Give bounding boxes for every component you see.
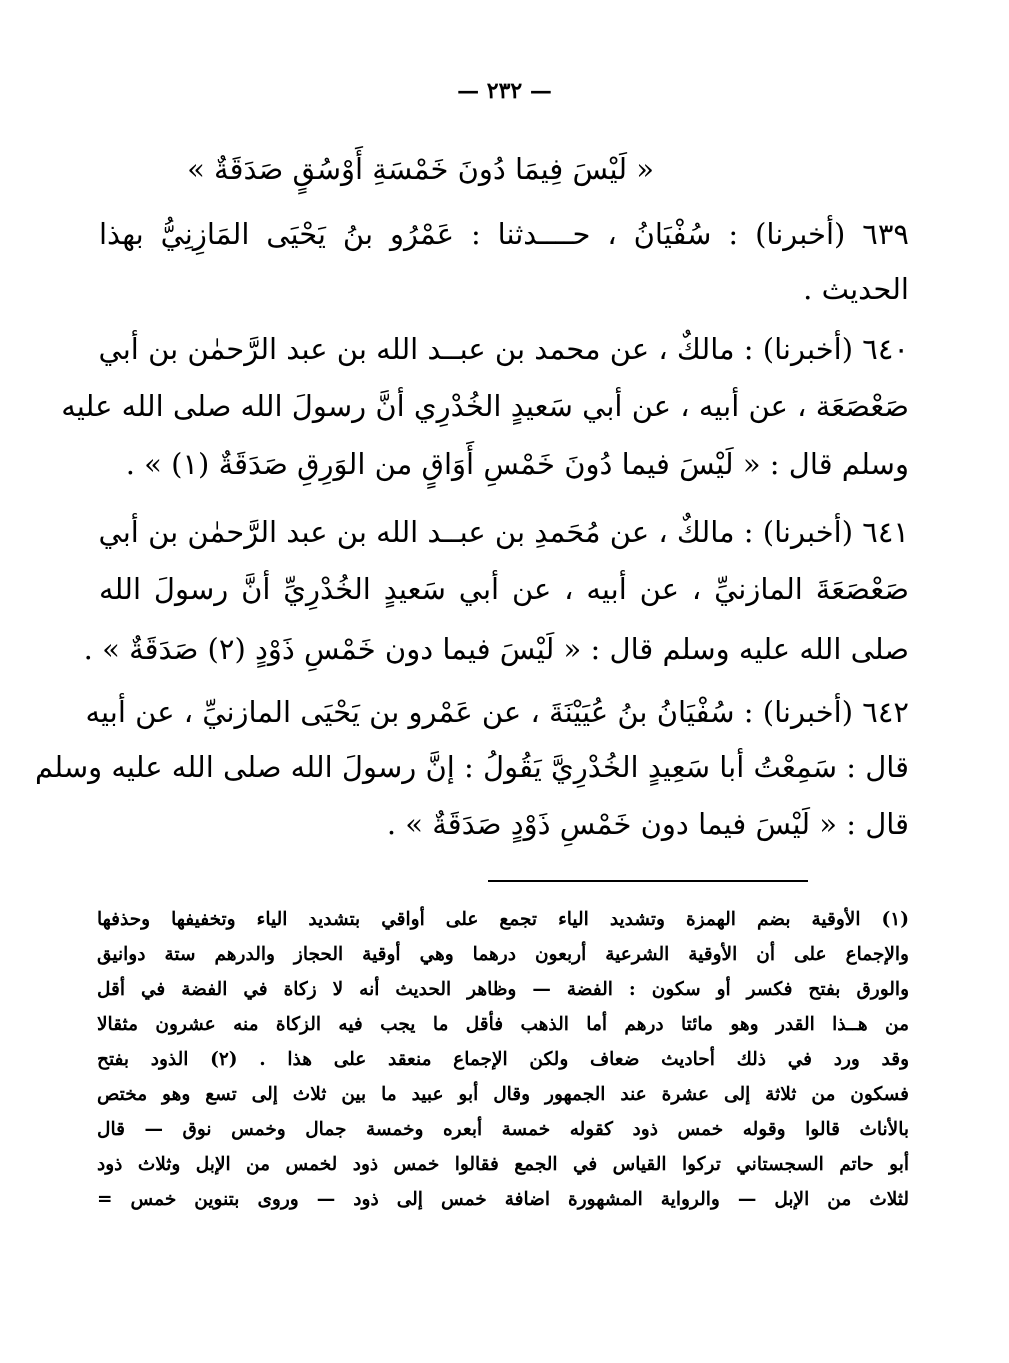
hadith-642-line-1: ٦٤٢ (أخبرنا) : سُفْيَانُ بنُ عُيَيْنَةَ ، عن عَمْرو بن يَحْيَى المازنيِّ ، عن أبيه [85, 695, 909, 729]
footnote-line: لثلاث من الإبل — والرواية المشهورة اضافة خمس إلى ذود — وروى بتنوين خمس = [97, 1189, 909, 1210]
footnote-line: فسكون من ثلاثة إلى عشرة عند الجمهور وقال أبو عبيد ما بين ثلاث إلى تسع وهو مختص [97, 1084, 909, 1105]
hadith-639-line-2: الحديث . [803, 272, 909, 306]
hadith-642-line-3: قال : « لَيْسَ فيما دون خَمْسِ ذَوْدٍ صَدَقَةٌ » . [386, 807, 909, 841]
footnote-line: والإجماع على أن الأوقية الشرعية أربعون درهما وهي أوقية الحجاز والدرهم ستة دوانيق [97, 944, 909, 965]
hadith-640-line-1: ٦٤٠ (أخبرنا) : مالكٌ ، عن محمد بن عبــد الله بن عبد الرَّحمٰن بن أبي [98, 332, 909, 366]
hadith-641-line-3: صلى الله عليه وسلم قال : « لَيْسَ فيما دون خَمْسِ ذَوْدٍ (٢) صَدَقَةٌ » . [83, 632, 909, 666]
footnote-divider [488, 880, 808, 882]
page-number: — ٢٣٢ — [457, 78, 552, 104]
footnote-line: أبو حاتم السجستاني تركوا القياس في الجمع فقالوا خمس ذود لخمس من الإبل وثلاث ذود [97, 1154, 909, 1175]
hadith-641-line-1: ٦٤١ (أخبرنا) : مالكٌ ، عن مُحَمدِ بن عبــد الله بن عبد الرَّحمٰن بن أبي [98, 515, 909, 549]
hadith-640-line-2: صَعْصَعَة ، عن أبيه ، عن أبي سَعيدٍ الخُدْرِي أنَّ رسولَ الله صلى الله عليه [61, 389, 909, 423]
hadith-640-line-3: وسلم قال : « لَيْسَ فيما دُونَ خَمْسِ أَوَاقٍ من الوَرِقِ صَدَقَةٌ (١) » . [125, 447, 909, 481]
footnote-line: (١) الأوقية بضم الهمزة وتشديد الياء تجمع على أواقي بتشديد الياء وتخفيفها وحذفها [97, 909, 909, 930]
hadith-642-line-2: قال : سَمِعْتُ أبا سَعِيدٍ الخُدْرِيَّ يَقُولُ : إنَّ رسولَ الله صلى الله عليه وسلم [34, 750, 909, 784]
hadith-641-line-2: صَعْصَعَةَ المازنيِّ ، عن أبيه ، عن أبي سَعيدٍ الخُدْرِيِّ أنَّ رسولَ الله [99, 572, 909, 606]
hadith-quote-line: « لَيْسَ فِيمَا دُونَ خَمْسَةِ أَوْسُقٍ صَدَقَةٌ » [187, 152, 654, 186]
footnote-line: وقد ورد في ذلك أحاديث ضعاف ولكن الإجماع منعقد على هذا . (٢) الذود بفتح [97, 1049, 910, 1070]
footnote-line: بالأناث قالوا وقوله خمس ذود كقوله خمسة أبعره وخمسة جمال وخمس نوق — قال [97, 1119, 909, 1140]
footnote-line: والورق بفتح فكسر أو سكون : الفضة — وظاهر الحديث أنه لا زكاة في الفضة في أقل [97, 979, 909, 1000]
hadith-639-line-1: ٦٣٩ (أخبرنا) : سُفْيَانُ ، حــــدثنا : عَمْرُو بنُ يَحْيَى المَازِنِيُّ بهذا [99, 217, 909, 251]
footnote-line: من هــذا القدر وهو مائتا درهم أما الذهب فأقل ما يجب فيه الزكاة منه عشرون مثقالا [97, 1014, 909, 1035]
